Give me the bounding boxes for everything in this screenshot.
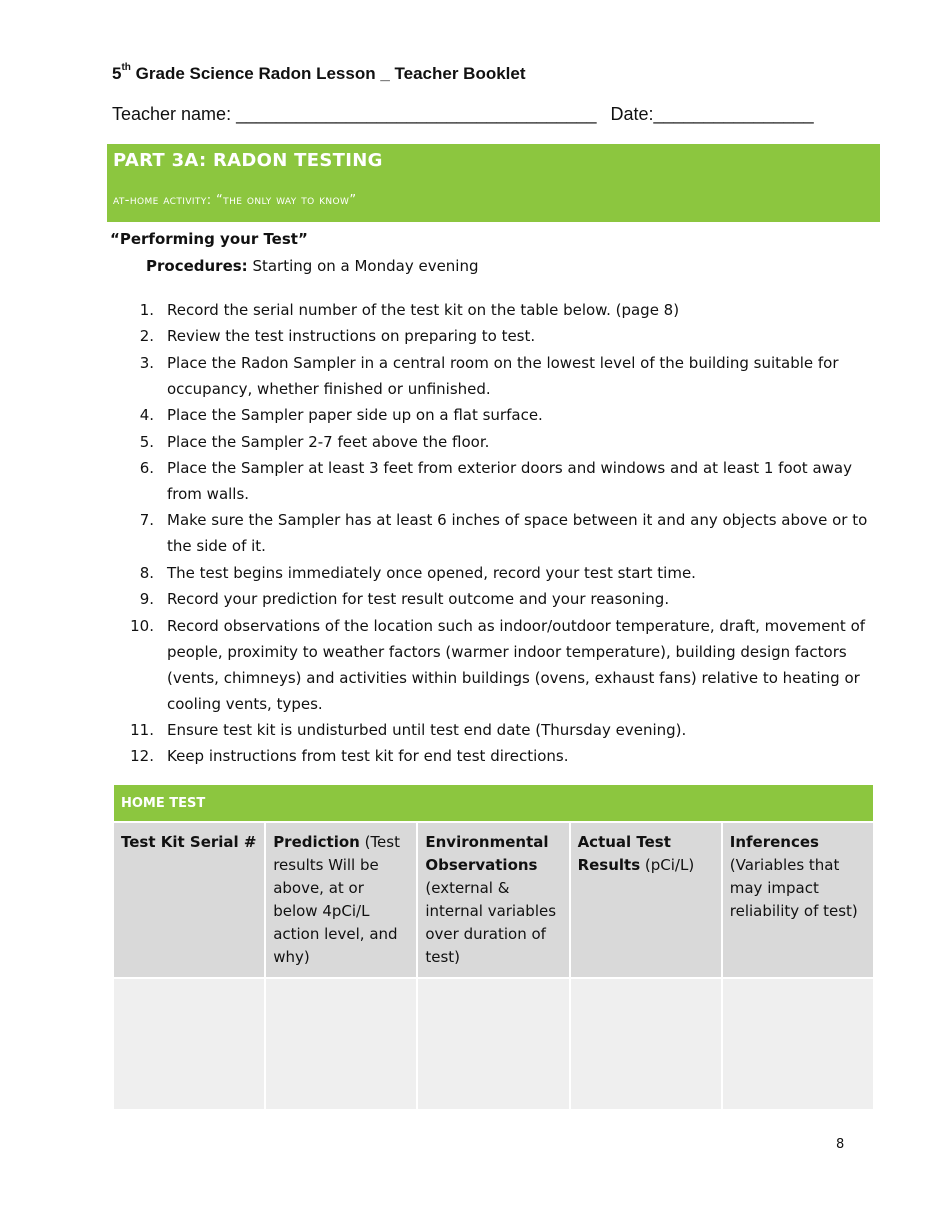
- column-header-detail: (external & internal variables over duration of test): [425, 879, 557, 966]
- procedures-line: [146, 257, 479, 275]
- serial-cell[interactable]: [113, 978, 265, 1110]
- procedures-label: Procedures:: [146, 257, 248, 275]
- results-cell[interactable]: [570, 978, 722, 1110]
- column-header-serial: [113, 822, 265, 978]
- column-header-inferences: [722, 822, 874, 978]
- step-item: [130, 743, 875, 769]
- activity-subtitle: at-home activity: “the only way to know”: [113, 193, 357, 208]
- column-header-observations: [417, 822, 569, 978]
- date-field: Date:________________: [610, 104, 814, 124]
- step-number: 7.: [139, 511, 154, 530]
- column-header-detail: (Variables that may impact reliability of test): [729, 856, 858, 920]
- step-text: Record the serial number of the test kit on the table below. (page 8): [167, 301, 680, 319]
- step-item: [130, 455, 875, 507]
- prediction-cell[interactable]: [265, 978, 417, 1110]
- step-number: 1.: [139, 301, 154, 319]
- step-item: [130, 297, 875, 323]
- title-grade-number: 5: [112, 64, 122, 83]
- table-row: [113, 978, 874, 1110]
- step-item: [130, 507, 875, 559]
- step-number: 8.: [139, 563, 154, 582]
- part-heading: PART 3A: RADON TESTING: [113, 150, 383, 171]
- step-item: [130, 429, 875, 455]
- step-number: 10.: [130, 616, 154, 635]
- step-text: Place the Radon Sampler in a central room on the lowest level of the building suitable for occupancy, whether finished or unfinished.: [167, 353, 839, 398]
- step-text: Review the test instructions on preparing to test.: [167, 327, 536, 346]
- home-test-table: [112, 783, 875, 1111]
- step-text: The test begins immediately once opened, record your test start time.: [167, 563, 696, 582]
- step-number: 3.: [139, 353, 154, 372]
- booklet-title: [112, 64, 526, 84]
- step-item: [130, 586, 875, 612]
- section-title: “Performing your Test”: [110, 230, 308, 248]
- column-header-bold: Environmental Observations: [425, 833, 549, 874]
- column-header-bold: Prediction: [273, 833, 360, 851]
- step-text: Record observations of the location such as indoor/outdoor temperature, draft, movement of people, proximity to weather factors (warmer indoor temperature), building design factors (vents, chimneys) and activities within buildings (ovens, exhaust fans) relative to heating or cooling vents, types.: [167, 616, 866, 713]
- step-text: Place the Sampler paper side up on a flat surface.: [167, 406, 543, 425]
- step-number: 11.: [130, 720, 154, 739]
- column-header-detail: (pCi/L): [640, 856, 695, 874]
- step-number: 12.: [130, 747, 154, 766]
- step-number: 4.: [139, 406, 154, 425]
- step-text: Record your prediction for test result outcome and your reasoning.: [167, 590, 670, 609]
- step-text: Ensure test kit is undisturbed until test end date (Thursday evening).: [167, 720, 687, 739]
- column-header-bold: Test Kit Serial #: [121, 833, 257, 851]
- teacher-date-line: [112, 104, 872, 125]
- column-header-bold: Actual Test Results: [577, 833, 671, 874]
- column-header-bold: Inferences: [729, 833, 819, 851]
- step-text: Make sure the Sampler has at least 6 inches of space between it and any objects above or to the side of it.: [167, 511, 868, 556]
- step-item: [130, 560, 875, 586]
- inferences-cell[interactable]: [722, 978, 874, 1110]
- step-text: Place the Sampler at least 3 feet from exterior doors and windows and at least 1 foot away from walls.: [167, 458, 852, 503]
- step-item: [130, 402, 875, 428]
- table-header-row: [113, 822, 874, 978]
- teacher-name-field: Teacher name: ____________________________________: [112, 104, 597, 124]
- step-text: Place the Sampler 2-7 feet above the floor.: [167, 432, 490, 451]
- step-item: [130, 613, 875, 717]
- step-number: 6.: [139, 458, 154, 477]
- step-number: 9.: [139, 590, 154, 609]
- column-header-prediction: [265, 822, 417, 978]
- part-banner: [107, 144, 880, 222]
- step-number: 2.: [139, 327, 154, 346]
- title-grade-suffix: th: [121, 62, 131, 74]
- step-item: [130, 717, 875, 743]
- column-header-results: [570, 822, 722, 978]
- title-text: Grade Science Radon Lesson _ Teacher Booklet: [130, 64, 526, 83]
- step-text: Keep instructions from test kit for end test directions.: [167, 747, 569, 766]
- step-item: [130, 323, 875, 349]
- column-header-detail: (Test results Will be above, at or below 4pCi/L action level, and why): [273, 833, 400, 966]
- page-number: 8: [836, 1137, 845, 1152]
- observations-cell[interactable]: [417, 978, 569, 1110]
- table-title: HOME TEST: [113, 784, 874, 822]
- table-title-row: [113, 784, 874, 822]
- procedure-steps-list: [130, 297, 875, 770]
- step-item: [130, 350, 875, 402]
- step-number: 5.: [139, 432, 154, 451]
- procedures-text: Starting on a Monday evening: [247, 257, 479, 275]
